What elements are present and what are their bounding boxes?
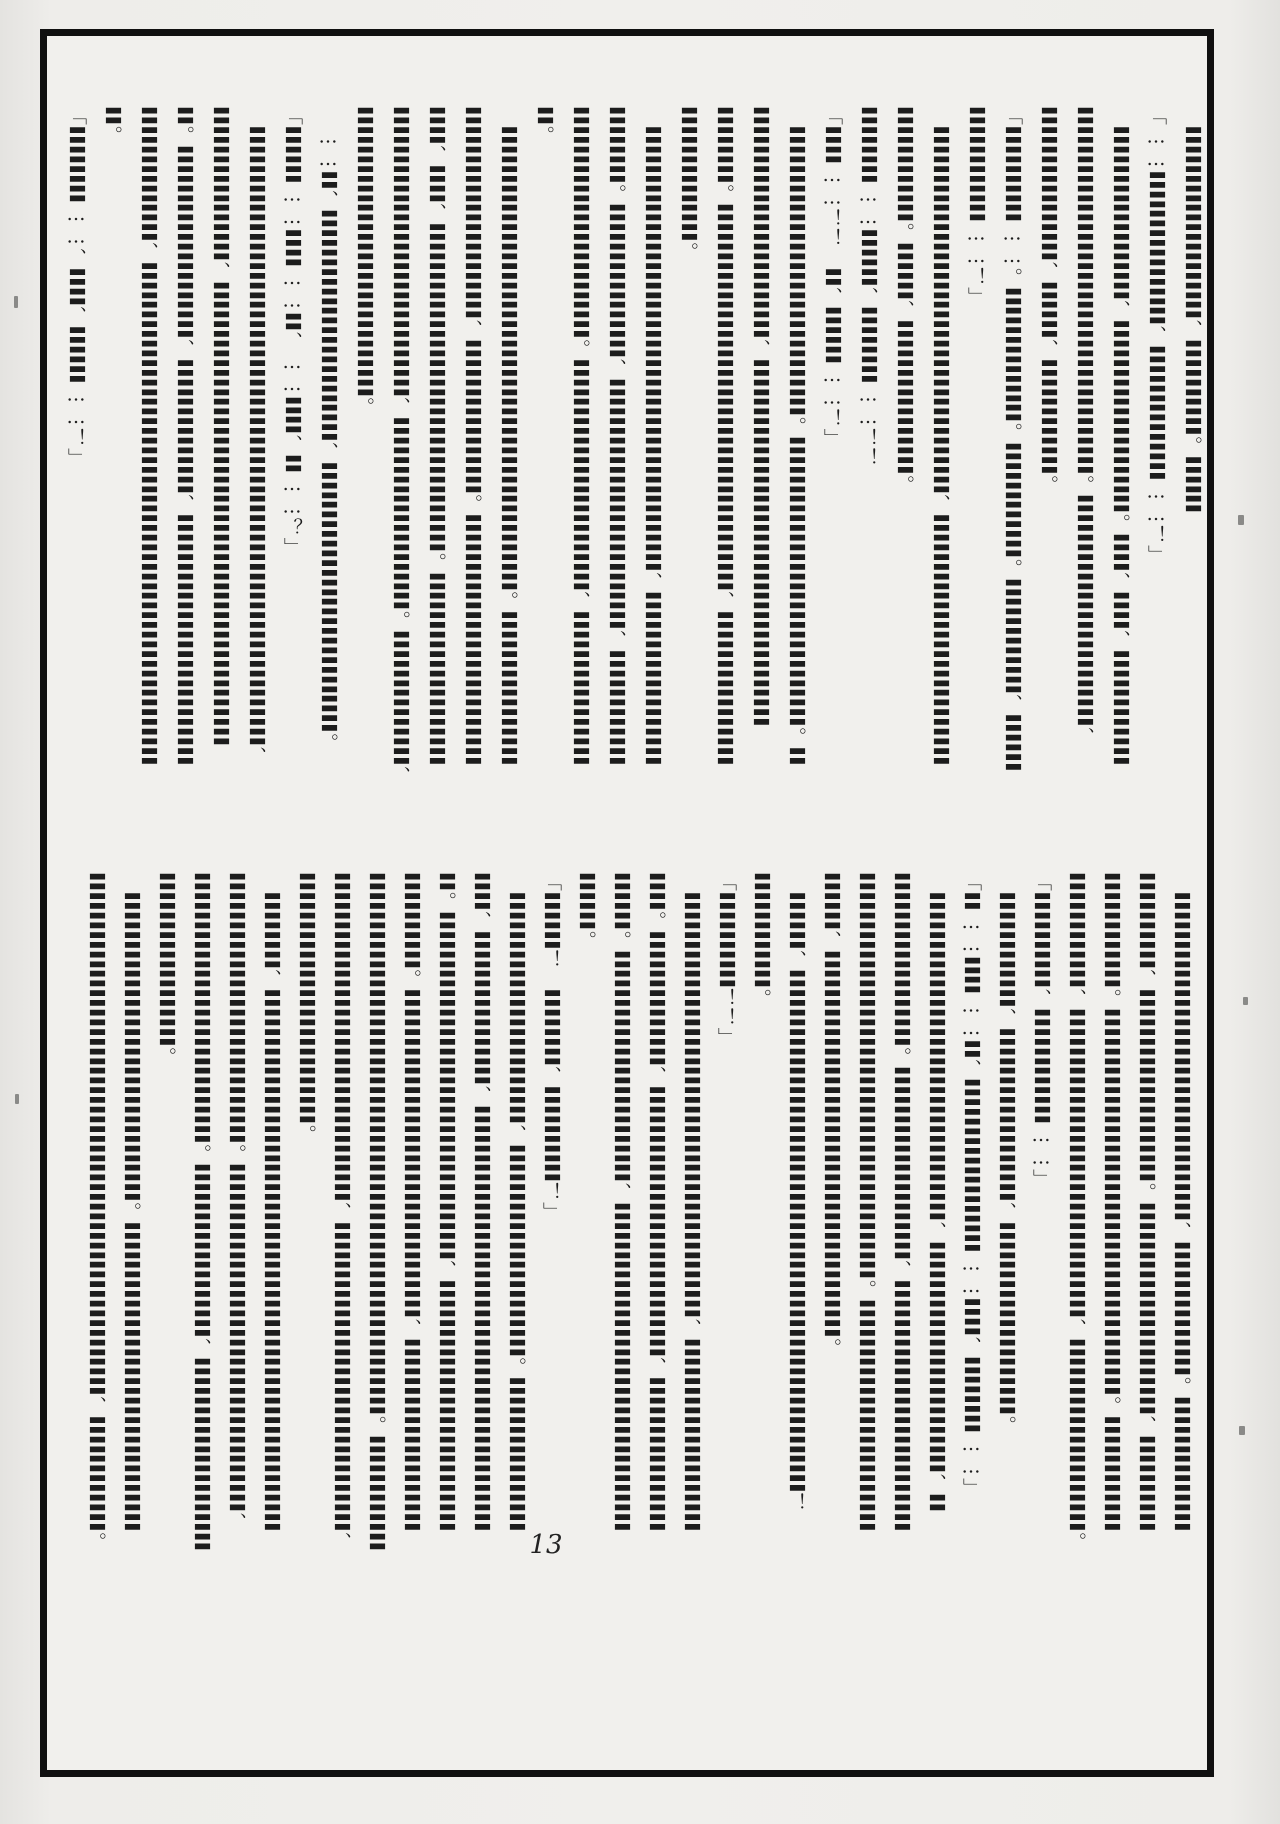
- text-line: 〓〓〓〓〓〓〓〓〓〓〓〓〓〓〓。: [353, 106, 375, 417]
- text-line: 〓〓〓〓〓〓〓〓、〓〓〓〓〓〓〓〓〓〓〓〓〓〓〓〓〓〓〓〓〓〓〓〓: [209, 106, 231, 747]
- text-line: 〓〓〓〓〓〓〓〓、〓〓〓、〓〓〓〓〓〓。: [1037, 106, 1059, 494]
- text-line: 〓〓〓。〓〓〓〓〓〓〓〓〓〓〓〓、〓〓〓〓〓〓〓〓〓〓〓〓〓〓〓〓〓: [610, 872, 632, 1532]
- text-line: 「……〓〓〓〓〓〓〓〓、〓〓〓〓〓〓〓……！」: [1145, 106, 1167, 565]
- text-line: ……〓、〓〓〓〓〓〓〓〓〓〓〓〓、〓〓〓〓〓〓〓〓〓〓〓〓〓〓。: [317, 106, 339, 753]
- text-line: 〓〓〓〓〓〓〓〓〓〓〓〓〓〓〓〓〓〓〓〓〓〓、〓〓〓〓〓〓〓〓〓〓: [680, 872, 702, 1532]
- scan-artifact: [1239, 1426, 1245, 1435]
- scan-artifact: [15, 1094, 19, 1104]
- text-line: 〓〓〓〓、〓〓〓〓〓〓〓〓〓〓〓〓〓〓〓〓〓〓〓〓〓〓〓〓〓〓〓〓: [260, 872, 282, 1532]
- text-line: 〓〓。〓〓〓〓〓〓〓、〓〓〓〓〓〓〓〓〓〓〓〓〓〓、〓〓〓〓〓〓〓〓: [645, 872, 667, 1532]
- text-line: 〓〓〓〓〓〓〓〓〓〓〓〓〓〓〓。〓〓〓〓〓〓〓〓〓〓〓〓〓〓〓。〓: [785, 106, 807, 766]
- text-line: 〓〓〓〓〓〓〓〓〓。: [155, 872, 177, 1066]
- text-line: 〓。: [533, 106, 555, 145]
- text-line: 「〓〓〓〓〓、〓〓〓〓〓〓……」: [1030, 872, 1052, 1189]
- text-line: 〓〓〓〓〓〓〓〓〓〓〓〓〓〓〓〓〓〓〓〓〓〓〓〓。〓〓〓〓〓〓〓〓: [497, 106, 519, 766]
- text-line: 〓〓〓〓〓〓〓〓〓。〓〓〓〓〓〓〓〓〓〓、〓〓〓〓〓〓〓〓〓〓〓〓〓: [890, 872, 912, 1532]
- text-line: 「〓〓〓〓〓！！」: [715, 872, 737, 1047]
- text-line: 「〓〓〓〓〓……。〓〓〓〓〓〓〓。〓〓〓〓〓〓。〓〓〓〓〓〓、〓〓〓: [1001, 106, 1023, 772]
- text-line: 〓〓〓、〓〓〓〓〓〓〓〓〓〓〓〓〓〓〓〓〓〓〓〓〓〓〓〓〓〓〓！: [785, 872, 807, 1513]
- text-line: 〓〓〓〓〓〓〓〓〓〓〓〓〓〓。〓〓〓〓〓〓〓〓〓〓〓〓〓〓〓〓〓〓、: [225, 872, 247, 1532]
- text-line: 〓〓〓〓〓〓〓〓〓、〓〓〓〓〓〓〓〓〓〓。〓〓、〓〓、〓〓〓〓〓〓: [1109, 106, 1131, 766]
- text-line: 〓〓〓〓〓〓〓〓〓〓〓〓〓〓〓〓〓〓〓〓〓〓〓、〓〓〓〓〓〓〓〓〓: [641, 106, 663, 766]
- text-line: 〓〓〓〓〓〓。〓〓〓、〓〓〓〓〓〓〓〓。: [893, 106, 915, 494]
- text-line: 「〓〓〓〓……、〓〓、〓〓〓……！」: [65, 106, 87, 468]
- text-line: 〓〓〓〓〓〓〓〓〓〓、〓〓〓〓〓。〓〓〓: [1181, 106, 1203, 514]
- text-line: 〓〓〓〓〓〓〓〓〓〓〓〓〓〓〓〓〓、〓〓〓〓〓〓〓。〓〓〓〓〓〓〓: [1170, 872, 1192, 1532]
- text-line: 〓〓〓〓〓〓〓〓〓〓〓〓〓〓〓〓〓〓〓〓〓〓〓〓〓〓〓〓〓〓〓〓、: [245, 106, 267, 766]
- text-line: 〓〓〓〓〓〓〓〓〓〓〓〓〓〓〓〓〓〓〓。〓〓〓〓〓〓〓〓〓〓〓〓、: [1073, 106, 1095, 747]
- text-line: 〓〓〓。: [575, 872, 597, 950]
- text-line: 〓〓〓〓〓〓、〓〓〓〓〓〓〓〓〓〓〓〓〓〓〓〓、〓〓〓〓〓〓〓〓〓〓。: [1065, 872, 1087, 1551]
- text-line: 〓〓〓〓〓〓〓〓〓〓〓〓〓〓〓〓〓〓〓、〓〓〓〓〓〓〓〓〓〓〓〓〓: [929, 106, 951, 766]
- text-line: 〓〓、〓〓、〓〓〓〓〓〓〓〓〓〓〓〓〓〓〓〓〓。〓〓〓〓〓〓〓〓〓〓: [425, 106, 447, 766]
- text-line: 「〓〓〓……〓〓……〓、……〓〓、〓……？」: [281, 106, 303, 557]
- text-line: 〓。〓〓〓〓〓〓〓〓〓〓、〓〓〓〓〓〓〓、〓〓〓〓〓〓〓〓〓〓〓〓〓: [173, 106, 195, 766]
- text-line: 〓〓〓〓〓〓〓〓〓〓〓〓、〓〓〓〓〓〓〓〓〓〓〓。〓〓〓〓〓〓〓〓: [505, 872, 527, 1532]
- bottom-text-block: [68, 872, 1198, 1562]
- text-line: 〓〓〓〓〓〓……！」: [965, 106, 987, 306]
- text-line: 〓〓〓、〓〓〓〓〓〓〓〓〓〓〓〓〓〓〓〓〓〓〓〓。: [820, 872, 842, 1357]
- text-line: 〓〓〓〓〓〓〓、〓〓〓〓〓〓〓〓〓〓〓〓〓〓〓〓〓〓〓〓〓〓〓〓〓〓: [137, 106, 159, 766]
- text-line: 「〓……〓〓……〓、〓〓〓〓〓〓〓〓〓……〓〓、〓〓〓〓……」: [960, 872, 982, 1498]
- text-line: 〓〓〓〓〓〓〓〓〓〓〓〓、〓〓〓〓〓〓〓〓〓〓〓〓〓〓〓〓〓〓〓: [749, 106, 771, 727]
- text-line: 〓〓〓〓〓〓〓〓〓〓〓〓〓〓〓〓〓〓〓〓〓〓〓〓〓〓〓、〓〓〓〓〓〓。: [85, 872, 107, 1551]
- text-line: 〓〓〓〓。〓〓〓〓〓〓〓〓、〓〓〓〓〓〓〓〓〓〓〓〓〓、〓〓〓〓〓〓: [605, 106, 627, 766]
- text-line: 〓〓〓〓〓〓、〓〓〓〓〓〓〓〓〓、〓〓〓〓〓〓〓〓〓〓。: [995, 872, 1017, 1435]
- page-number: 13: [529, 1530, 563, 1560]
- text-line: 〓〓、〓〓〓〓〓〓〓〓、〓〓〓〓〓〓〓〓〓〓〓〓〓〓〓〓〓〓〓〓〓〓: [470, 872, 492, 1532]
- text-line: 〓。: [101, 106, 123, 145]
- text-line: 〓。〓〓〓〓〓〓〓〓〓〓〓〓〓〓〓〓〓〓、〓〓〓〓〓〓〓〓〓〓〓〓〓: [435, 872, 457, 1532]
- text-line: 〓〓〓〓〓〓。〓〓〓〓〓〓〓〓〓〓〓〓〓〓〓〓〓〓〓〓。〓〓〓〓〓〓: [1100, 872, 1122, 1532]
- top-text-block: [58, 106, 1210, 796]
- text-line: 〓〓〓〓〓〓〓〓〓〓〓〓。〓〓〓〓〓〓〓〓〓〓〓〓、〓〓〓〓〓〓〓〓: [569, 106, 591, 766]
- text-line: 「〓〓……！！ 〓、〓〓〓……！」: [821, 106, 843, 448]
- scan-artifact: [14, 296, 18, 308]
- text-line: 〓〓〓〓〓〓〓〓〓〓〓〓〓〓。〓〓〓〓〓〓〓〓〓、〓〓〓〓〓〓〓〓〓〓: [190, 872, 212, 1551]
- text-line: 〓〓〓〓〓〓〓〓〓〓〓〓〓。: [295, 872, 317, 1144]
- text-line: 〓〓〓〓〓〓〓〓〓〓〓〓〓〓〓〓〓〓〓〓〓〓〓〓〓〓〓〓。〓〓〓〓〓〓: [365, 872, 387, 1551]
- text-line: 〓〓〓〓〓〓〓〓〓〓〓〓〓〓〓〓。〓〓〓〓〓〓〓〓〓〓〓〓〓〓〓〓: [120, 872, 142, 1532]
- text-line: 「〓〓〓！ 〓〓〓〓、〓〓〓〓〓！」: [540, 872, 562, 1222]
- scan-artifact: [1238, 515, 1244, 525]
- text-line: 〓〓〓〓〓〓〓〓〓〓〓〓〓〓〓〓〓〓〓〓〓。〓〓〓〓〓〓〓〓〓〓〓〓: [855, 872, 877, 1532]
- text-line: 〓〓〓〓〓〓〓〓〓〓〓〓〓〓〓〓〓、〓〓〓〓〓〓〓〓〓〓〓〓〓〓〓〓、: [330, 872, 352, 1551]
- text-line: 〓〓〓〓。〓〓〓〓〓〓〓〓〓〓〓〓〓〓〓〓〓〓〓〓、〓〓〓〓〓〓〓〓: [713, 106, 735, 766]
- text-line: 〓〓〓〓……〓〓〓、〓〓〓〓……！！: [857, 106, 879, 468]
- text-line: 〓〓〓〓〓〓〓〓〓〓〓、〓〓〓〓〓〓〓〓。〓〓〓〓〓〓〓〓〓〓〓〓〓: [461, 106, 483, 766]
- scan-artifact: [1243, 997, 1248, 1005]
- text-line: 〓〓〓〓〓〓〓〓〓〓〓〓〓〓〓、〓〓〓〓〓〓〓〓〓〓。〓〓〓〓〓〓〓、: [389, 106, 411, 785]
- text-line: 〓〓〓〓〓、〓〓〓〓〓〓〓〓〓〓。〓〓〓〓〓〓〓〓〓〓〓、〓〓〓〓〓: [1135, 872, 1157, 1532]
- text-line: 〓〓〓〓〓〓〓〓〓〓〓〓〓〓〓〓〓、〓〓〓〓〓〓〓〓〓〓〓〓、〓: [925, 872, 947, 1513]
- text-line: 〓〓〓〓〓。〓〓〓〓〓〓〓〓〓〓〓〓〓〓〓〓〓、〓〓〓〓〓〓〓〓〓〓: [400, 872, 422, 1532]
- text-line: 〓〓〓〓〓〓〓。: [677, 106, 699, 262]
- text-line: 〓〓〓〓〓〓。: [750, 872, 772, 1008]
